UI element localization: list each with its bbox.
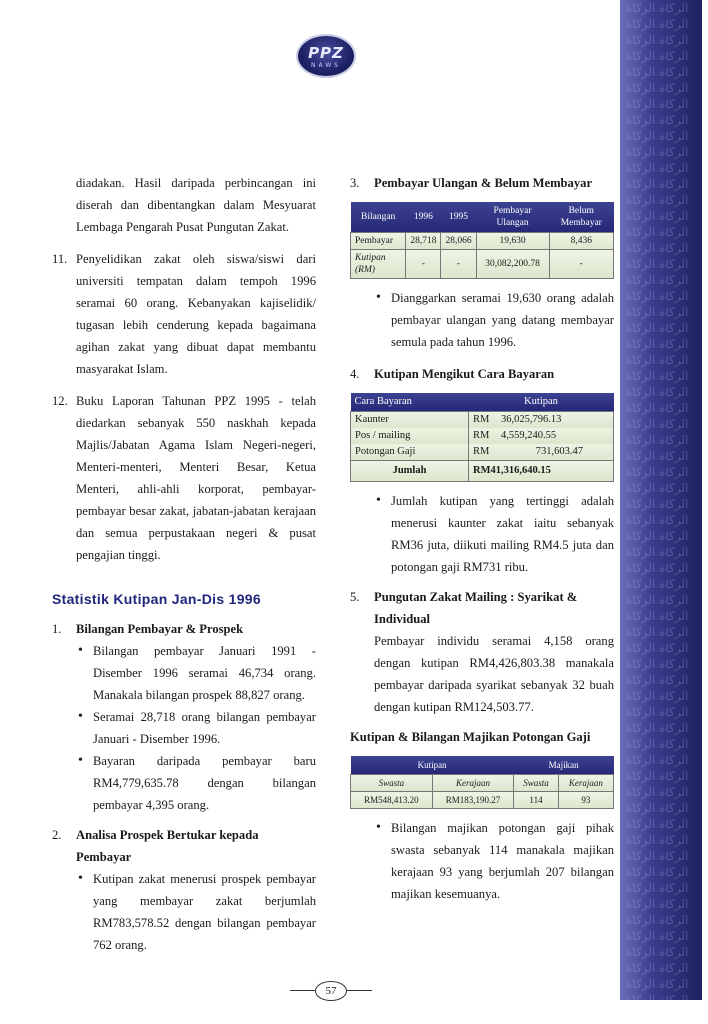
logo-subtext: NAWS	[310, 62, 341, 69]
table1-header: Pembayar Ulangan	[476, 202, 549, 233]
table-row	[351, 412, 614, 429]
table2-header: Cara Bayaran	[351, 393, 469, 412]
item-12-number: 12.	[52, 394, 68, 408]
table3-group-header: Kutipan	[351, 756, 514, 775]
stat-6-title: Kutipan & Bilangan Majikan Potongan Gaji	[350, 730, 591, 744]
stat-3-title: Pembayar Ulangan & Belum Membayar	[374, 176, 593, 190]
edge-texture-glyph: الزكاة الزكاة	[626, 497, 689, 511]
table3-subheader: Swasta	[351, 775, 433, 792]
edge-texture-glyph: الزكاة الزكاة	[626, 641, 689, 655]
table-cell: 8,436	[549, 233, 613, 250]
stat-5-text: Pembayar individu seramai 4,158 orang dengan kutipan RM4,426,803.38 manakala pembayar daripada syarikat sebanyak 32 buah dengan kutipan RM124,503.77.	[374, 634, 614, 714]
edge-texture-glyph: الزكاة الزكاة	[626, 721, 689, 735]
table-cell: -	[406, 250, 441, 279]
edge-texture-glyph: الزكاة الزكاة	[626, 81, 689, 95]
edge-texture-glyph: الزكاة الزكاة	[626, 273, 689, 287]
edge-texture-glyph: الزكاة الزكاة	[626, 1009, 689, 1023]
table-row	[351, 250, 614, 279]
stat-1	[52, 618, 316, 816]
item-12-text: Buku Laporan Tahunan PPZ 1995 - telah diedarkan sebanyak 550 naskhah kepada Majlis/Jabatan Agama Islam Negeri-negeri, Menteri-menteri, Menteri Besar, Ketua Menteri, ahli-ahli korporat, pembayar-pembayar besar zakat, jabatan-jabatan kerajaan dan semua perpustakaan negeri & pusat pengajian tinggi.	[76, 394, 316, 562]
edge-texture-glyph: الزكاة الزكاة	[626, 609, 689, 623]
edge-texture-glyph: الزكاة الزكاة	[626, 577, 689, 591]
table-total-row	[351, 461, 614, 482]
table-cell: 93	[558, 792, 613, 809]
edge-texture-glyph: الزكاة الزكاة	[626, 209, 689, 223]
edge-texture-glyph: الزكاة الزكاة	[626, 961, 689, 975]
edge-texture-glyph: الزكاة الزكاة	[626, 481, 689, 495]
table-cell: 114	[514, 792, 558, 809]
edge-texture-glyph: الزكاة الزكاة	[626, 17, 689, 31]
table1-header: 1995	[441, 202, 476, 233]
stat-5	[350, 586, 614, 718]
table3-subheader: Kerajaan	[558, 775, 613, 792]
left-column	[52, 172, 316, 956]
edge-texture-glyph: الزكاة الزكاة	[626, 49, 689, 63]
right-column	[350, 172, 614, 905]
edge-texture-glyph: الزكاة الزكاة	[626, 465, 689, 479]
stat-1-number: 1.	[52, 622, 62, 636]
edge-texture-glyph: الزكاة الزكاة	[626, 369, 689, 383]
edge-texture-glyph: الزكاة الزكاة	[626, 689, 689, 703]
edge-texture-glyph: الزكاة الزكاة	[626, 305, 689, 319]
edge-texture-glyph: الزكاة الزكاة	[626, 1, 689, 15]
intro-paragraph: diadakan. Hasil daripada perbincangan ini diserah dan dibentangkan dalam Mesyuarat Lembaga Pengarah Pusat Pungutan Zakat.	[76, 176, 316, 234]
item-11	[52, 248, 316, 380]
table-row	[351, 775, 614, 792]
edge-texture-glyph: الزكاة الزكاة	[626, 561, 689, 575]
table-cell: 28,066	[441, 233, 476, 250]
table-cell: Pos / mailing	[351, 428, 469, 444]
item-12	[52, 390, 316, 566]
table-row	[351, 233, 614, 250]
stat-3	[350, 172, 614, 194]
stat-1-bullet-3: • Bayaran daripada pembayar baru RM4,779,635.78 dengan bilangan pembayar 4,395 orang.	[76, 750, 316, 816]
stat-2	[52, 824, 316, 956]
edge-texture-glyph: الزكاة الزكاة	[626, 817, 689, 831]
table-cell: Pembayar	[351, 233, 406, 250]
stat-3-bullet: • Dianggarkan seramai 19,630 orang adalah pembayar ulangan yang datang membayar semula pada tahun 1996.	[374, 287, 614, 353]
edge-texture-glyph: الزكاة الزكاة	[626, 145, 689, 159]
table-cell: 19,630	[476, 233, 549, 250]
stat-4	[350, 363, 614, 385]
table-cell: RM	[469, 444, 498, 461]
edge-texture-glyph: الزكاة الزكاة	[626, 801, 689, 815]
table-cell: RM183,190.27	[432, 792, 514, 809]
decorative-edge-strip	[620, 0, 702, 1023]
stat-4-title: Kutipan Mengikut Cara Bayaran	[374, 367, 555, 381]
edge-texture-glyph: الزكاة الزكاة	[626, 433, 689, 447]
edge-texture-glyph: الزكاة الزكاة	[626, 705, 689, 719]
item-11-number: 11.	[52, 252, 68, 266]
page-number-rule-left	[290, 990, 315, 991]
table3-subheader: Swasta	[514, 775, 558, 792]
edge-texture-glyph: الزكاة الزكاة	[626, 193, 689, 207]
stat-3-number: 3.	[350, 176, 360, 190]
table3-subheader: Kerajaan	[432, 775, 514, 792]
edge-texture-glyph: الزكاة الزكاة	[626, 929, 689, 943]
edge-texture-glyph: الزكاة الزكاة	[626, 545, 689, 559]
edge-texture-glyph: الزكاة الزكاة	[626, 129, 689, 143]
edge-texture-glyph: الزكاة الزكاة	[626, 785, 689, 799]
ppz-logo	[298, 36, 354, 76]
edge-texture-glyph: الزكاة الزكاة	[626, 161, 689, 175]
edge-texture-glyph: الزكاة الزكاة	[626, 913, 689, 927]
stat-2-bullet-1: • Kutipan zakat menerusi prospek pembayar yang membayar zakat berjumlah RM783,578.52 dengan bilangan pembayar 762 orang.	[76, 868, 316, 956]
table-total-label: Jumlah	[351, 461, 469, 482]
stat-5-number: 5.	[350, 590, 360, 604]
edge-texture-glyph: الزكاة الزكاة	[626, 65, 689, 79]
stat-5-title: Pungutan Zakat Mailing : Syarikat & Individual	[374, 590, 578, 626]
table-row	[351, 444, 614, 461]
table-cell: Potongan Gaji	[351, 444, 469, 461]
edge-texture-glyph: الزكاة الزكاة	[626, 849, 689, 863]
table-cell: -	[549, 250, 613, 279]
table-cell: RM	[469, 428, 498, 444]
page-number: 57	[315, 981, 347, 1001]
edge-texture-glyph: الزكاة الزكاة	[626, 625, 689, 639]
table-cell: Kaunter	[351, 412, 469, 429]
table-cara-bayaran	[350, 393, 614, 482]
stat-2-title: Analisa Prospek Bertukar kepada Pembayar	[76, 828, 259, 864]
edge-texture-glyph: الزكاة الزكاة	[626, 881, 689, 895]
edge-texture-glyph: الزكاة الزكاة	[626, 945, 689, 959]
table-cell: 731,603.47	[497, 444, 614, 461]
table-total-value: RM41,316,640.15	[469, 461, 614, 482]
edge-texture-glyph: الزكاة الزكاة	[626, 865, 689, 879]
table-row	[351, 428, 614, 444]
table-cell: 4,559,240.55	[497, 428, 614, 444]
table-cell: -	[441, 250, 476, 279]
edge-texture-glyph: الزكاة الزكاة	[626, 241, 689, 255]
page-number-rule-right	[347, 990, 372, 991]
edge-texture-glyph: الزكاة الزكاة	[626, 385, 689, 399]
edge-texture-glyph: الزكاة الزكاة	[626, 513, 689, 527]
table-cell: RM548,413.20	[351, 792, 433, 809]
edge-texture-glyph: الزكاة الزكاة	[626, 417, 689, 431]
edge-texture-glyph: الزكاة الزكاة	[626, 177, 689, 191]
table1-header: Belum Membayar	[549, 202, 613, 233]
item-11-text: Penyelidikan zakat oleh siswa/siswi dari universiti tempatan dalam tempoh 1996 seramai 60 orang. Kebanyakan kajiselidik/ tugasan lebih cenderung kepada bagaimana agihan zakat yang dibuat dapat membantu masyarakat Islam.	[76, 252, 316, 376]
edge-texture-glyph: الزكاة الزكاة	[626, 321, 689, 335]
edge-texture-glyph: الزكاة الزكاة	[626, 657, 689, 671]
edge-texture-glyph: الزكاة الزكاة	[626, 593, 689, 607]
logo-mark: PPZ	[308, 44, 344, 62]
table-potongan-gaji	[350, 756, 614, 809]
edge-texture-glyph: الزكاة الزكاة	[626, 673, 689, 687]
table-cell: 28,718	[406, 233, 441, 250]
edge-texture-glyph: الزكاة الزكاة	[626, 449, 689, 463]
table1-header: 1996	[406, 202, 441, 233]
edge-texture-glyph: الزكاة الزكاة	[626, 977, 689, 991]
stat-1-bullet-2: • Seramai 28,718 orang bilangan pembayar Januari - Disember 1996.	[76, 706, 316, 750]
edge-texture-glyph: الزكاة الزكاة	[626, 257, 689, 271]
edge-texture-glyph: الزكاة الزكاة	[626, 897, 689, 911]
table2-header: Kutipan	[469, 393, 614, 412]
edge-texture-glyph: الزكاة الزكاة	[626, 833, 689, 847]
edge-texture-glyph: الزكاة الزكاة	[626, 289, 689, 303]
edge-texture-glyph: الزكاة الزكاة	[626, 337, 689, 351]
stat-1-bullet-1: • Bilangan pembayar Januari 1991 - Disember 1996 seramai 46,734 orang. Manakala bilangan prospek 88,827 orang.	[76, 640, 316, 706]
edge-texture-glyph: الزكاة الزكاة	[626, 753, 689, 767]
table-cell: Kutipan (RM)	[351, 250, 406, 279]
edge-texture-glyph: الزكاة الزكاة	[626, 225, 689, 239]
edge-texture-glyph: الزكاة الزكاة	[626, 737, 689, 751]
table1-header: Bilangan	[351, 202, 406, 233]
table-cell: 36,025,796.13	[497, 412, 614, 429]
edge-texture-glyph: الزكاة الزكاة	[626, 993, 689, 1007]
stat-4-number: 4.	[350, 367, 360, 381]
edge-texture-glyph: الزكاة الزكاة	[626, 769, 689, 783]
edge-texture-glyph: الزكاة الزكاة	[626, 33, 689, 47]
stat-2-number: 2.	[52, 828, 62, 842]
edge-texture-glyph: الزكاة الزكاة	[626, 529, 689, 543]
section-title: Statistik Kutipan Jan-Dis 1996	[52, 591, 261, 607]
stat-4-bullet: • Jumlah kutipan yang tertinggi adalah menerusi kaunter zakat iaitu sebanyak RM36 juta, diikuti mailing RM4.5 juta dan potongan gaji RM731 ribu.	[374, 490, 614, 578]
table-pembayar-ulangan	[350, 202, 614, 279]
edge-texture-glyph: الزكاة الزكاة	[626, 353, 689, 367]
table-cell: 30,082,200.78	[476, 250, 549, 279]
table3-group-header: Majikan	[514, 756, 614, 775]
edge-texture-glyph: الزكاة الزكاة	[626, 113, 689, 127]
stat-1-title: Bilangan Pembayar & Prospek	[76, 622, 244, 636]
stat-6-bullet: • Bilangan majikan potongan gaji pihak swasta sebanyak 114 manakala majikan kerajaan 93 yang berjumlah 207 bilangan majikan kesemuanya.	[374, 817, 614, 905]
table-cell: RM	[469, 412, 498, 429]
edge-texture-glyph: الزكاة الزكاة	[626, 401, 689, 415]
table-row	[351, 792, 614, 809]
edge-texture-glyph: الزكاة الزكاة	[626, 97, 689, 111]
